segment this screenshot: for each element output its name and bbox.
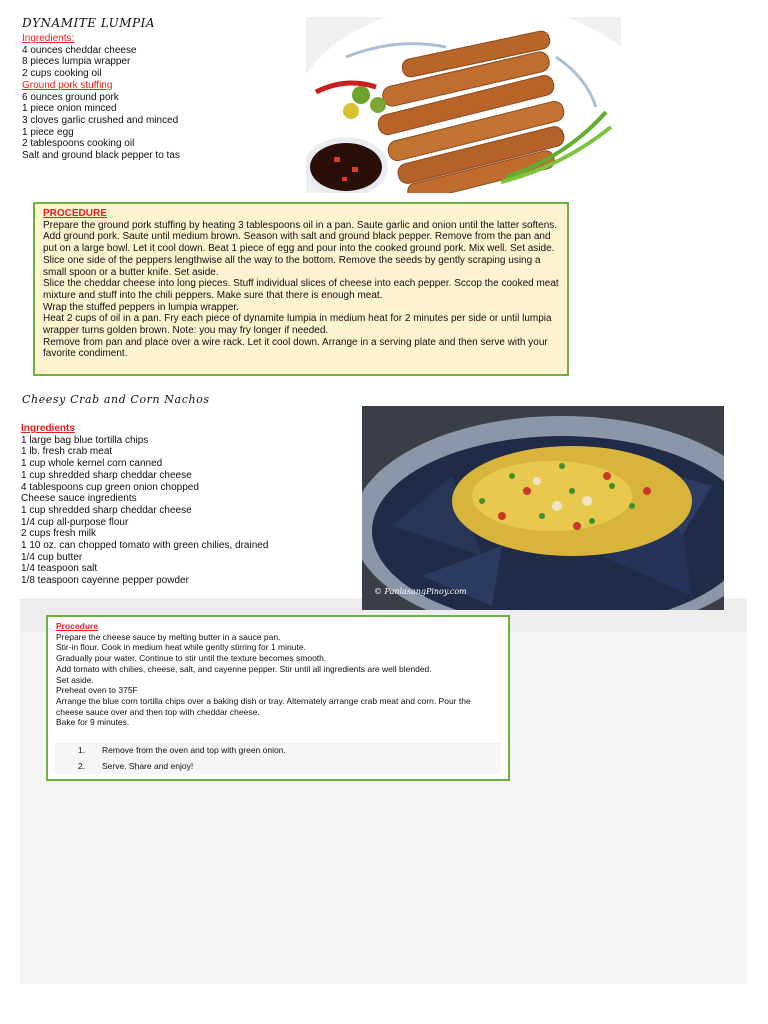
procedure-heading: PROCEDURE [43,208,107,219]
ingredient-item: 1 lb. fresh crab meat [21,446,113,458]
nachos-photo [362,406,724,610]
procedure-paragraph: Wrap the stuffed peppers in lumpia wrapper. [43,301,239,313]
step-number: 2. [78,761,86,772]
procedure-line: Preheat oven to 375F [56,685,138,696]
procedure-paragraph: Slice one side of the peppers lengthwise all the way to the bottom. Remove the seeds by gently scraping using a small spoon or a butter knife. Set aside. [43,254,541,278]
procedure-line: Gradually pour water. Continue to stir until the texture becomes smooth. [56,653,327,664]
ingredients-list [21,423,268,587]
step-text: Serve. Share and enjoy! [102,761,194,772]
procedure-line: Prepare the cheese sauce by melting butter in a sauce pan. [56,631,281,642]
list-item [54,742,500,758]
ingredient-item: 6 ounces ground pork [22,91,119,103]
ingredient-item: 2 cups cooking oil [22,68,102,80]
procedure-paragraph: Remove from pan and place over a wire rack. Let it cool down. Arrange in a serving plate and then serve with your favorite condiment. [43,336,548,360]
photo-watermark: PanlasangPinoy.com [524,178,607,187]
ingredient-item: Cheese sauce ingredients [21,493,137,505]
ingredients-heading: Ingredients: [22,33,75,44]
procedure-line: Add tomato with chilies, cheese, salt, and cayenne pepper. Stir until all ingredients are well blended. [56,663,432,674]
step-text: Remove from the oven and top with green onion. [102,745,286,756]
ingredient-item: 1/4 cup butter [21,551,83,563]
ingredient-item: 2 tablespoons cooking oil [22,138,135,150]
ingredient-item: 1 10 oz. can chopped tomato with green chilies, drained [21,540,269,552]
ordered-steps [54,742,500,774]
ingredient-item: 8 pieces lumpia wrapper [22,56,131,68]
ingredient-item: 4 ounces cheddar cheese [22,44,137,56]
procedure-paragraph: Prepare the ground pork stuffing by heating 3 tablespoons oil in a pan. Saute garlic and onion until the latter softens. Add ground pork. Saute until medium brown. Season with salt and ground black pepper. Remove from the pan and put on a large bowl. Let it cool down. Beat 1 piece of egg and pour into the cooked ground pork. Mix well. Set aside. [43,219,558,255]
procedure-box [33,202,569,376]
step-number: 1. [78,745,86,756]
ingredient-item: 1 large bag blue tortilla chips [21,434,149,446]
ingredient-item: 1 cup whole kernel corn canned [21,458,163,470]
ingredient-item: 4 tablespoons cup green onion chopped [21,481,199,493]
ingredient-item: 3 cloves garlic crushed and minced [22,114,179,126]
ingredient-item: 2 cups fresh milk [21,528,97,540]
ingredient-item: 1 cup shredded sharp cheddar cheese [21,469,192,481]
ingredients-list [22,33,180,162]
dynamite-lumpia-photo [306,17,621,193]
procedure-box [46,615,510,781]
ingredient-item: 1 cup shredded sharp cheddar cheese [21,504,192,516]
ingredient-item: 1/4 teaspoon salt [21,563,98,575]
list-item [54,758,500,774]
ingredient-item: Salt and ground black pepper to tas [22,150,180,162]
ingredients-heading: Ingredients [21,423,75,434]
procedure-line: Set aside. [56,674,94,685]
procedure-heading: Procedure [56,621,99,631]
stuffing-heading: Ground pork stuffing [22,79,113,91]
ingredient-item: 1/8 teaspoon cayenne pepper powder [21,575,189,587]
photo-watermark: © PanlasangPinoy.com [374,587,467,596]
procedure-line: Arrange the blue corn tortilla chips over a baking dish or tray. Alternately arrange crab meat and corn. Pour the cheese sauce over and then top with cheddar cheese. [56,695,471,717]
procedure-paragraph: Slice the cheddar cheese into long pieces. Stuff individual slices of cheese into each pepper. Sccop the cooked meat mixture and stuff into the chili peppers. Make sure that there is enough meat. [43,278,559,301]
ingredient-item: 1 piece onion minced [22,103,117,115]
procedure-line: Stir-in flour. Cook in medium heat while gently stirring for 1 minute. [56,642,306,653]
procedure-paragraph: Heat 2 cups of oil in a pan. Fry each piece of dynamite lumpia in medium heat for 2 minutes per side or until lumpia wrapper turns golden brown. Note: you may fry longer if needed. [43,313,552,337]
recipe-title: DYNAMITE LUMPIA [22,16,156,30]
procedure-line: Bake for 9 minutes. [56,717,130,728]
ingredient-item: 1 piece egg [22,126,74,138]
recipe-title: Cheesy Crab and Corn Nachos [22,393,210,406]
ingredient-item: 1/4 cup all-purpose flour [21,516,129,528]
